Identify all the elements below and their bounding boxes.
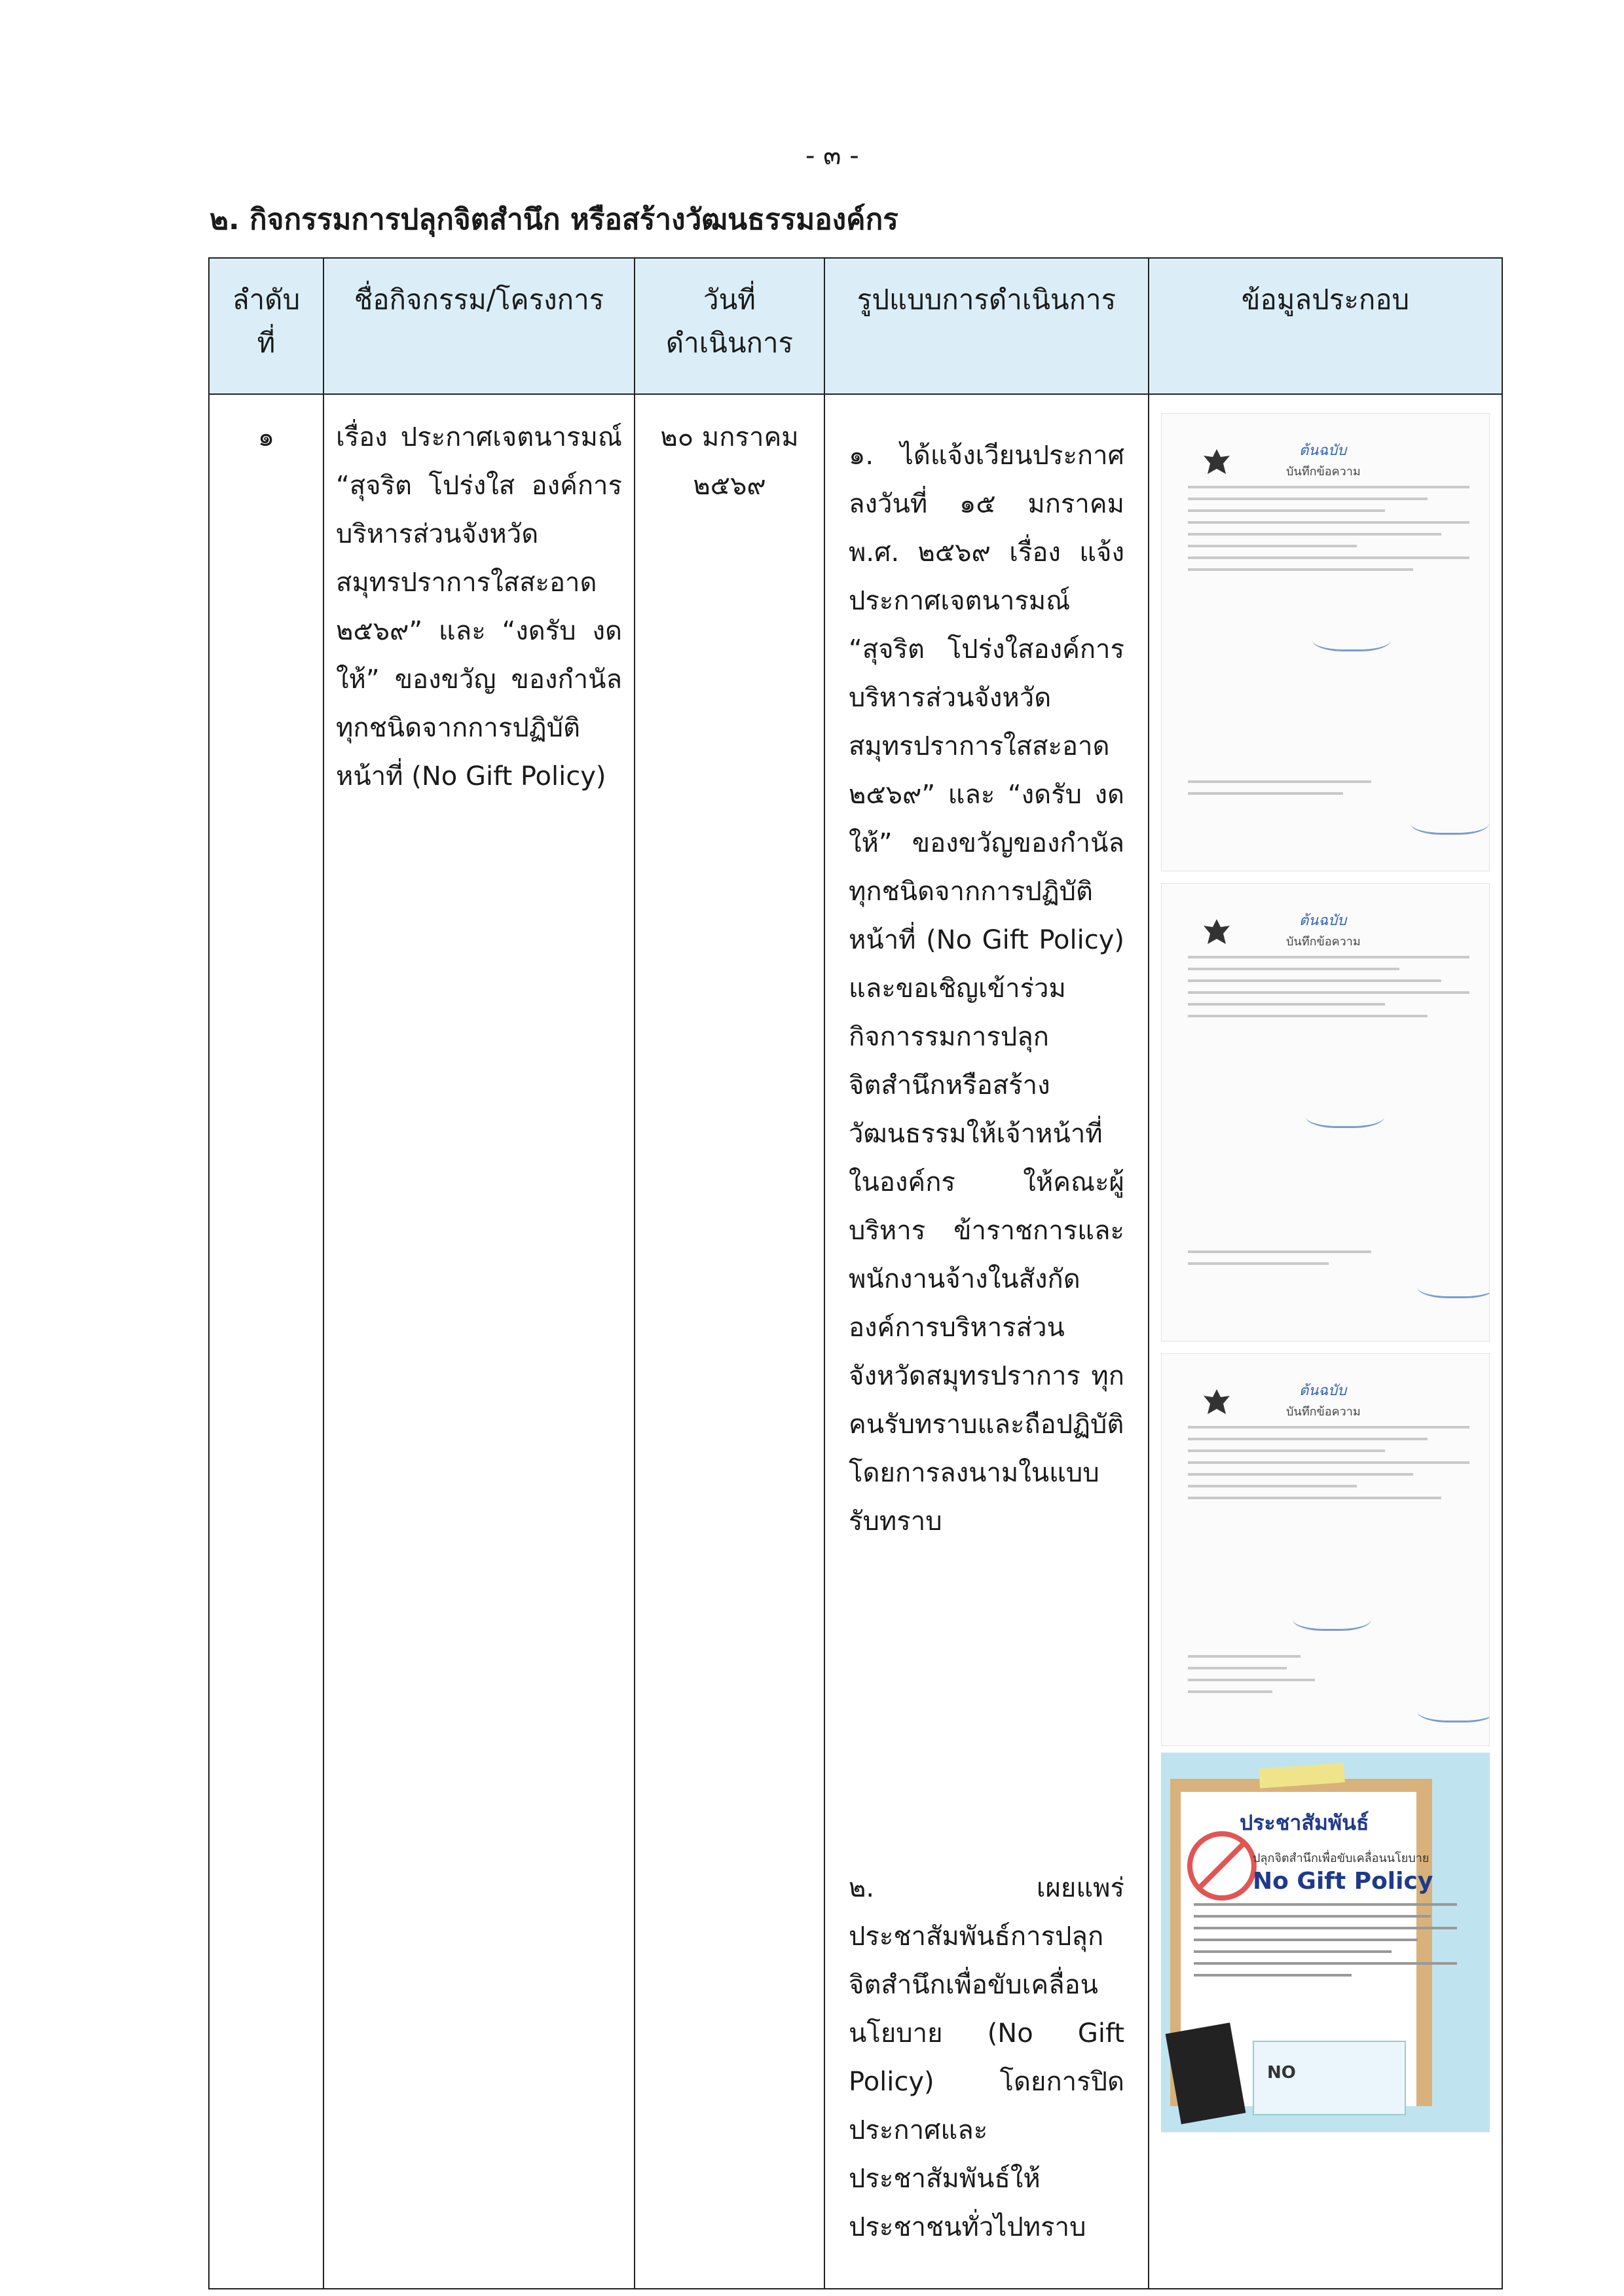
signature xyxy=(1411,807,1489,835)
garuda-emblem-icon xyxy=(1201,446,1232,478)
method-item-2: ๒. เผยแพร่ประชาสัมพันธ์การปลุกจิตสำนึกเพื่อขับเคลื่อนนโยบาย (No Gift Policy) โดยการปิดประกาศและประชาสัมพันธ์ให้ประชาชนทั่วไปทราบ xyxy=(849,1873,1124,2242)
signature xyxy=(1312,623,1391,651)
memo-footer-lines xyxy=(1188,1250,1469,1274)
memo-thumbnail xyxy=(1161,1353,1490,1746)
header-date: วันที่ ดำเนินการ xyxy=(635,258,824,394)
signature xyxy=(1417,1270,1490,1298)
poster-subheading: ปลุกจิตสำนึกเพื่อขับเคลื่อนนโยบาย xyxy=(1253,1851,1430,1865)
memo-footer-lines xyxy=(1188,780,1469,804)
signature xyxy=(1306,1100,1384,1128)
header-supporting-info: ข้อมูลประกอบ xyxy=(1149,258,1502,394)
page-number: - ๓ - xyxy=(805,141,859,171)
memo-stamp: ต้นฉบับ xyxy=(1299,443,1347,459)
memo-title: บันทึกข้อความ xyxy=(1286,1405,1361,1419)
memo-text-lines xyxy=(1188,1426,1469,1508)
memo-text-lines xyxy=(1188,486,1469,580)
row-seq: ๑ xyxy=(209,394,323,2289)
memo-text-lines xyxy=(1188,956,1469,1027)
poster-heading: ประชาสัมพันธ์ xyxy=(1240,1810,1369,1835)
header-method: รูปแบบการดำเนินการ xyxy=(824,258,1149,394)
memo-footer-lines xyxy=(1188,1655,1469,1702)
row-date: ๒๐ มกราคม ๒๕๖๙ xyxy=(635,394,824,2289)
header-seq: ลำดับ ที่ xyxy=(209,258,323,394)
poster-body-lines xyxy=(1194,1903,1457,1986)
row-supporting-info xyxy=(1149,394,1502,2289)
memo-thumbnail xyxy=(1161,883,1490,1341)
signature xyxy=(1417,1694,1490,1722)
table-header-row xyxy=(209,258,1502,394)
garuda-emblem-icon xyxy=(1201,917,1232,948)
memo-thumbnail xyxy=(1161,413,1490,871)
garuda-emblem-icon xyxy=(1201,1387,1232,1418)
row-activity-name: เรื่อง ประกาศเจตนารมณ์ “สุจริต โปร่งใส องค์การบริหารส่วนจังหวัดสมุทรปราการใสสะอาด ๒๕๖๙” และ “งดรับ งดให้” ของขวัญ ของกำนัลทุกชนิดจากการปฏิบัติหน้าที่ (No Gift Policy) xyxy=(323,394,635,2289)
no-gift-icon xyxy=(1187,1831,1257,1901)
poster-policy-label: No Gift Policy xyxy=(1253,1868,1433,1895)
method-item-1: ๑. ได้แจ้งเวียนประกาศลงวันที่ ๑๕ มกราคม พ.ศ. ๒๕๖๙ เรื่อง แจ้งประกาศเจตนารมณ์ “สุจริต โปร่งใสองค์การบริหารส่วนจังหวัดสมุทรปราการใสสะอาด ๒๕๖๙” และ “งดรับ งดให้” ของขวัญของกำนัลทุกชนิดจากการปฏิบัติหน้าที่ (No Gift Policy) และขอเชิญเข้าร่วมกิจการรมการปลุกจิตสำนึกหรือสร้างวัฒนธรรมให้เจ้าหน้าที่ในองค์กร ให้คณะผู้บริหาร ข้าราชการและพนักงานจ้างในสังกัดองค์การบริหารส่วนจังหวัดสมุทรปราการ ทุกคนรับทราบและถือปฏิบัติโดยการลงนามในแบบรับทราบ xyxy=(849,441,1124,1537)
memo-title: บันทึกข้อความ xyxy=(1286,465,1361,479)
memo-title: บันทึกข้อความ xyxy=(1286,935,1361,949)
header-activity-name: ชื่อกิจกรรม/โครงการ xyxy=(323,258,635,394)
no-gift-policy-poster xyxy=(1161,1753,1490,2132)
poster-card xyxy=(1253,2041,1406,2115)
poster-card-label: NO xyxy=(1267,2063,1296,2083)
memo-stamp: ต้นฉบับ xyxy=(1299,1383,1347,1399)
section-heading: ๒. กิจกรรมการปลุกจิตสำนึก หรือสร้างวัฒนธรรมองค์กร xyxy=(210,203,898,236)
table-row xyxy=(209,394,1502,2289)
signature xyxy=(1293,1603,1371,1631)
activity-table xyxy=(208,257,1503,2289)
memo-stamp: ต้นฉบับ xyxy=(1299,913,1347,929)
row-method xyxy=(824,394,1149,2289)
